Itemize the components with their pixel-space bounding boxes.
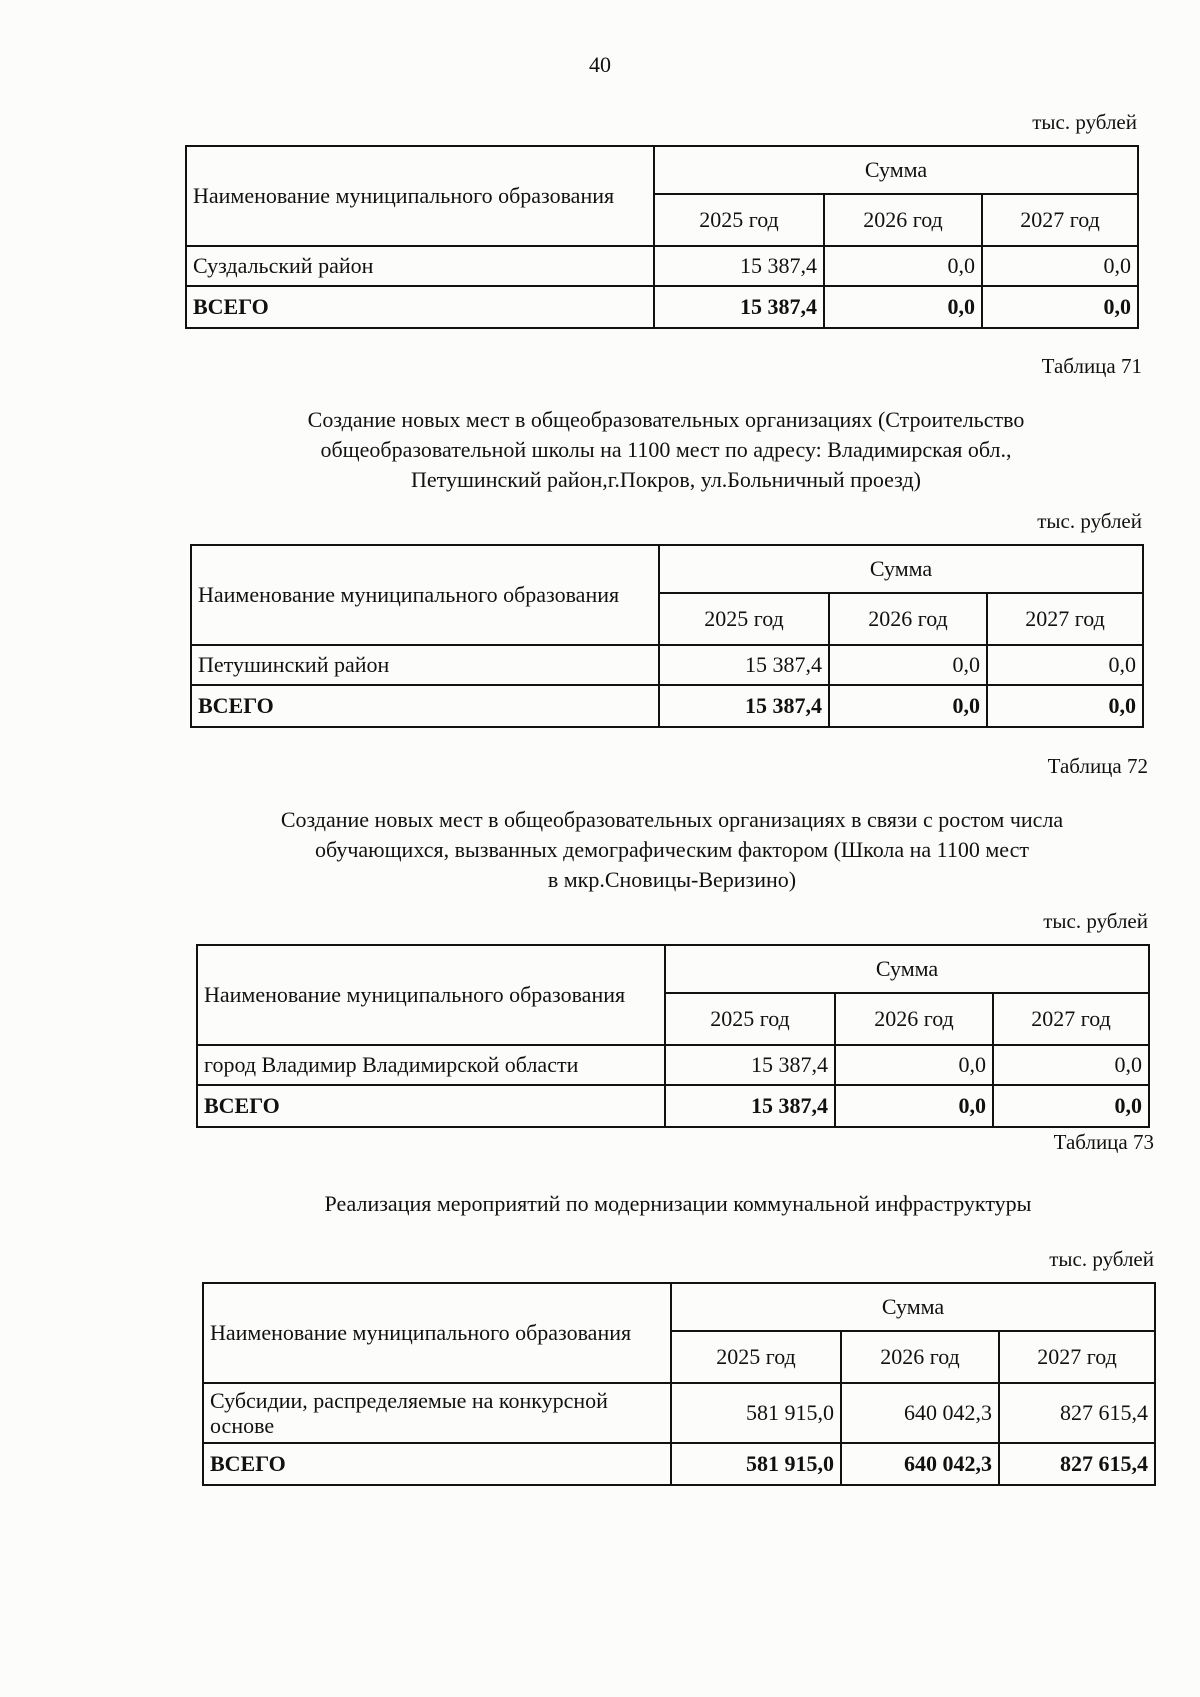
table-caption	[196, 805, 1148, 895]
table-row	[186, 246, 1138, 286]
total-label: ВСЕГО	[203, 1443, 671, 1485]
amount-cell: 15 387,4	[659, 645, 829, 685]
caption-line: в мкр.Сновицы-Веризино)	[547, 867, 797, 892]
municipality-name: город Владимир Владимирской области	[197, 1045, 665, 1085]
year-header: 2026 год	[841, 1331, 999, 1383]
total-label: ВСЕГО	[186, 286, 654, 328]
table-caption	[202, 1189, 1154, 1219]
budget-table	[190, 544, 1144, 728]
caption-line: обучающихся, вызванных демографическим фактором (Школа на 1100 мест	[315, 837, 1029, 862]
year-header: 2026 год	[835, 993, 993, 1045]
table-row	[203, 1383, 1155, 1443]
table-number: Таблица 72	[1047, 754, 1148, 778]
sum-column-header: Сумма	[654, 146, 1138, 194]
table-number: Таблица 71	[1041, 354, 1142, 378]
total-amount: 15 387,4	[654, 286, 824, 328]
table-block-73	[202, 1130, 1154, 1486]
amount-cell: 0,0	[993, 1045, 1149, 1085]
amount-cell: 15 387,4	[654, 246, 824, 286]
name-column-header: Наименование муниципального образования	[203, 1283, 671, 1383]
year-header: 2025 год	[671, 1331, 841, 1383]
total-amount: 15 387,4	[665, 1085, 835, 1127]
caption-line: Реализация мероприятий по модернизации коммунальной инфраструктуры	[324, 1191, 1032, 1216]
budget-table	[185, 145, 1139, 329]
table-block-72	[196, 754, 1148, 1128]
sum-column-header: Сумма	[659, 545, 1143, 593]
year-header: 2026 год	[829, 593, 987, 645]
total-amount: 640 042,3	[841, 1443, 999, 1485]
total-amount: 827 615,4	[999, 1443, 1155, 1485]
total-amount: 0,0	[829, 685, 987, 727]
name-column-header: Наименование муниципального образования	[191, 545, 659, 645]
amount-cell: 581 915,0	[671, 1383, 841, 1443]
year-header: 2027 год	[982, 194, 1138, 246]
total-amount: 15 387,4	[659, 685, 829, 727]
total-amount: 0,0	[824, 286, 982, 328]
amount-cell: 15 387,4	[665, 1045, 835, 1085]
table-caption	[190, 405, 1142, 495]
amount-cell: 0,0	[987, 645, 1143, 685]
table-block-71	[190, 354, 1142, 728]
units-label: тыс. рублей	[1032, 110, 1137, 134]
municipality-name: Субсидии, распределяемые на конкурсной основе	[203, 1383, 671, 1443]
municipality-name: Петушинский район	[191, 645, 659, 685]
total-amount: 0,0	[982, 286, 1138, 328]
total-row	[197, 1085, 1149, 1127]
name-column-header: Наименование муниципального образования	[197, 945, 665, 1045]
page-number: 40	[589, 52, 611, 77]
total-label: ВСЕГО	[191, 685, 659, 727]
amount-cell: 0,0	[824, 246, 982, 286]
caption-line: Создание новых мест в общеобразовательных организациях (Строительство	[307, 407, 1025, 432]
units-label: тыс. рублей	[1043, 909, 1148, 933]
total-amount: 0,0	[987, 685, 1143, 727]
table-block-1	[185, 110, 1137, 329]
year-header: 2025 год	[654, 194, 824, 246]
sum-column-header: Сумма	[671, 1283, 1155, 1331]
year-header: 2027 год	[987, 593, 1143, 645]
table-row	[197, 1045, 1149, 1085]
units-label: тыс. рублей	[1037, 509, 1142, 533]
amount-cell: 640 042,3	[841, 1383, 999, 1443]
amount-cell: 0,0	[982, 246, 1138, 286]
budget-table	[196, 944, 1150, 1128]
year-header: 2027 год	[999, 1331, 1155, 1383]
caption-line: Создание новых мест в общеобразовательных организациях в связи с ростом числа	[280, 807, 1064, 832]
caption-line: Петушинский район,г.Покров, ул.Больничный проезд)	[411, 467, 921, 492]
units-label: тыс. рублей	[1049, 1247, 1154, 1271]
total-label: ВСЕГО	[197, 1085, 665, 1127]
year-header: 2025 год	[665, 993, 835, 1045]
year-header: 2025 год	[659, 593, 829, 645]
total-amount: 581 915,0	[671, 1443, 841, 1485]
year-header: 2027 год	[993, 993, 1149, 1045]
sum-column-header: Сумма	[665, 945, 1149, 993]
amount-cell: 0,0	[829, 645, 987, 685]
amount-cell: 0,0	[835, 1045, 993, 1085]
year-header: 2026 год	[824, 194, 982, 246]
municipality-name: Суздальский район	[186, 246, 654, 286]
table-row	[191, 645, 1143, 685]
total-row	[191, 685, 1143, 727]
amount-cell: 827 615,4	[999, 1383, 1155, 1443]
total-row	[203, 1443, 1155, 1485]
table-number: Таблица 73	[1053, 1130, 1154, 1154]
total-amount: 0,0	[993, 1085, 1149, 1127]
caption-line: общеобразовательной школы на 1100 мест по адресу: Владимирская обл.,	[320, 437, 1012, 462]
total-row	[186, 286, 1138, 328]
name-column-header: Наименование муниципального образования	[186, 146, 654, 246]
total-amount: 0,0	[835, 1085, 993, 1127]
budget-table	[202, 1282, 1156, 1486]
